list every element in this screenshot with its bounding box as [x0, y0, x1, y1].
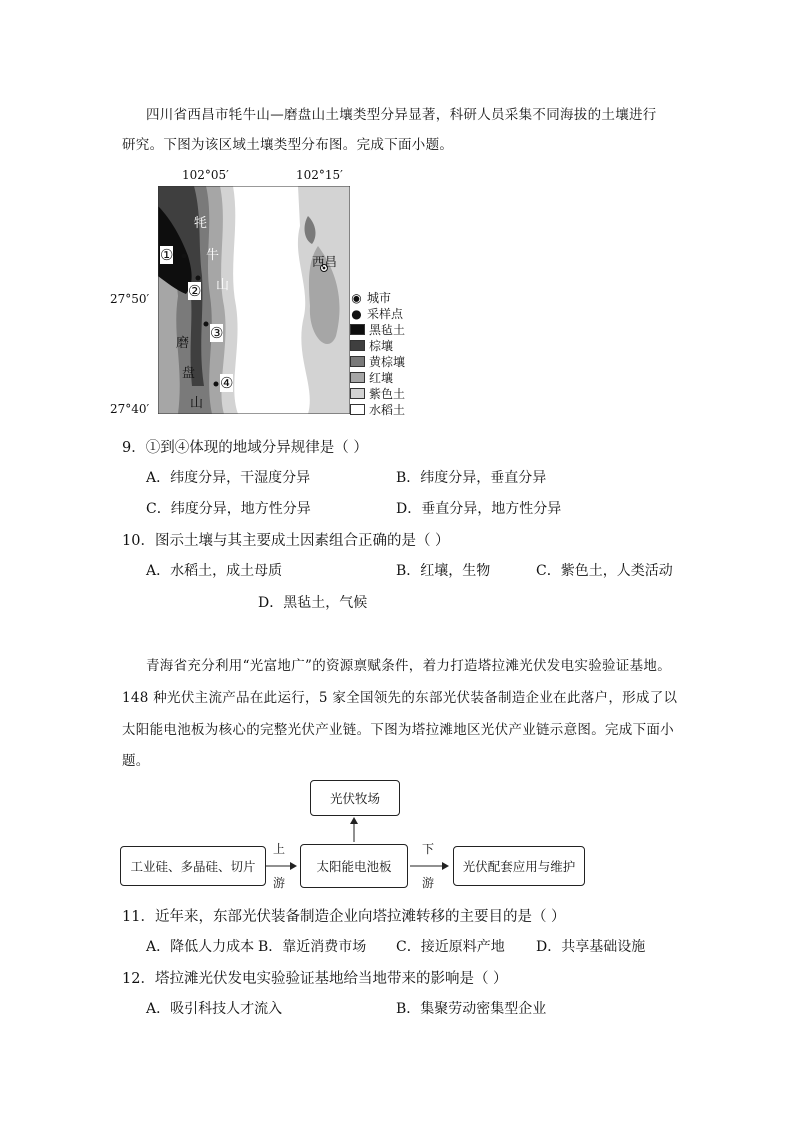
legend-black-felt-soil: 黑毡土	[350, 321, 405, 338]
sample-label-1: ①	[160, 246, 174, 264]
q12-option-a[interactable]: A．吸引科技人才流入	[146, 1001, 283, 1017]
legend-purple-soil: 紫色土	[350, 385, 405, 402]
q11-stem: 11．近年来，东部光伏装备制造企业向塔拉滩转移的主要目的是（ ）	[122, 909, 566, 925]
point-legend-icon: ●	[351, 306, 362, 321]
passage2-line4: 题。	[122, 753, 150, 769]
flow-box-pasture: 光伏牧场	[310, 780, 400, 816]
sample-point-1	[182, 254, 187, 259]
q11-option-c[interactable]: C．接近原料产地	[396, 939, 505, 955]
q9-option-c[interactable]: C．纬度分异，地方性分异	[146, 501, 311, 517]
lon-label-1: 102°05′	[182, 168, 229, 182]
passage1-line2: 研究。下图为该区域土壤类型分布图。完成下面小题。	[122, 137, 454, 153]
legend-swatch	[350, 324, 365, 335]
q11-option-a[interactable]: A．降低人力成本	[146, 939, 255, 955]
q9-option-d[interactable]: D．垂直分异，地方性分异	[396, 501, 562, 517]
q11-option-d[interactable]: D．共享基础设施	[536, 939, 646, 955]
downstream-label-1: 下	[422, 842, 435, 856]
q10-option-a[interactable]: A．水稻土，成土母质	[146, 563, 283, 579]
flow-box-solar-panel: 太阳能电池板	[300, 844, 408, 888]
lon-label-2: 102°15′	[296, 168, 343, 182]
legend-sample-point: ● 采样点	[351, 306, 404, 321]
lat-label-2: 27°40′	[110, 402, 150, 416]
legend-swatch	[350, 356, 365, 367]
q10-option-c[interactable]: C．紫色土，人类活动	[536, 563, 673, 579]
sample-point-4	[214, 382, 219, 387]
legend-swatch	[350, 388, 365, 399]
sample-label-4: ④	[220, 374, 234, 392]
upstream-label-1: 上	[273, 842, 286, 856]
sample-point-3	[204, 322, 209, 327]
legend-city: ◉ 城市	[351, 290, 392, 305]
mountain-north-2: 牛	[206, 248, 220, 263]
q12-stem: 12．塔拉滩光伏发电实验验证基地给当地带来的影响是（ ）	[122, 971, 508, 987]
q10-stem: 10．图示土壤与其主要成土因素组合正确的是（ ）	[122, 533, 450, 549]
flow-box-downstream: 光伏配套应用与维护	[453, 846, 585, 886]
q9-option-b[interactable]: B．纬度分异，垂直分异	[396, 470, 547, 486]
legend-brown-soil: 棕壤	[350, 337, 393, 354]
passage2-line2: 148 种光伏主流产品在此运行，5 家全国领先的东部光伏装备制造企业在此落户，形成了以	[122, 690, 678, 706]
mountain-north-3: 山	[216, 278, 230, 293]
legend-swatch	[350, 404, 365, 415]
legend-paddy-soil: 水稻土	[350, 401, 405, 418]
lat-label-1: 27°50′	[110, 292, 150, 306]
q10-option-d[interactable]: D．黑毡土，气候	[258, 595, 368, 611]
legend-red-soil: 红壤	[350, 369, 393, 386]
legend-swatch	[350, 372, 365, 383]
flow-box-upstream: 工业硅、多晶硅、切片	[120, 846, 266, 886]
city-label: 西昌	[312, 254, 338, 269]
passage2-line3: 太阳能电池板为核心的完整光伏产业链。下图为塔拉滩地区光伏产业链示意图。完成下面小	[122, 722, 674, 738]
mountain-south-1: 磨	[176, 336, 190, 351]
q9-option-a[interactable]: A．纬度分异，干湿度分异	[146, 470, 311, 486]
upstream-label-2: 游	[273, 876, 286, 890]
legend-swatch	[350, 340, 365, 351]
q10-option-b[interactable]: B．红壤，生物	[396, 563, 491, 579]
q9-stem: 9．①到④体现的地域分异规律是（ ）	[122, 440, 368, 456]
mountain-south-2: 盘	[182, 366, 196, 381]
legend-yellow-brown-soil: 黄棕壤	[350, 353, 405, 370]
passage2-line1: 青海省充分利用“光富地广”的资源禀赋条件，着力打造塔拉滩光伏发电实验验证基地。	[146, 658, 672, 674]
q11-option-b[interactable]: B．靠近消费市场	[258, 939, 367, 955]
sample-label-3: ③	[210, 324, 224, 342]
mountain-south-3: 山	[190, 396, 204, 411]
passage1-line1: 四川省西昌市牦牛山—磨盘山土壤类型分异显著，科研人员采集不同海拔的土壤进行	[146, 107, 657, 123]
q12-option-b[interactable]: B．集聚劳动密集型企业	[396, 1001, 547, 1017]
city-legend-icon: ◉	[351, 290, 362, 305]
mountain-north-1: 牦	[194, 216, 208, 231]
sample-point-2	[196, 276, 201, 281]
sample-label-2: ②	[188, 282, 202, 300]
downstream-label-2: 游	[422, 876, 435, 890]
